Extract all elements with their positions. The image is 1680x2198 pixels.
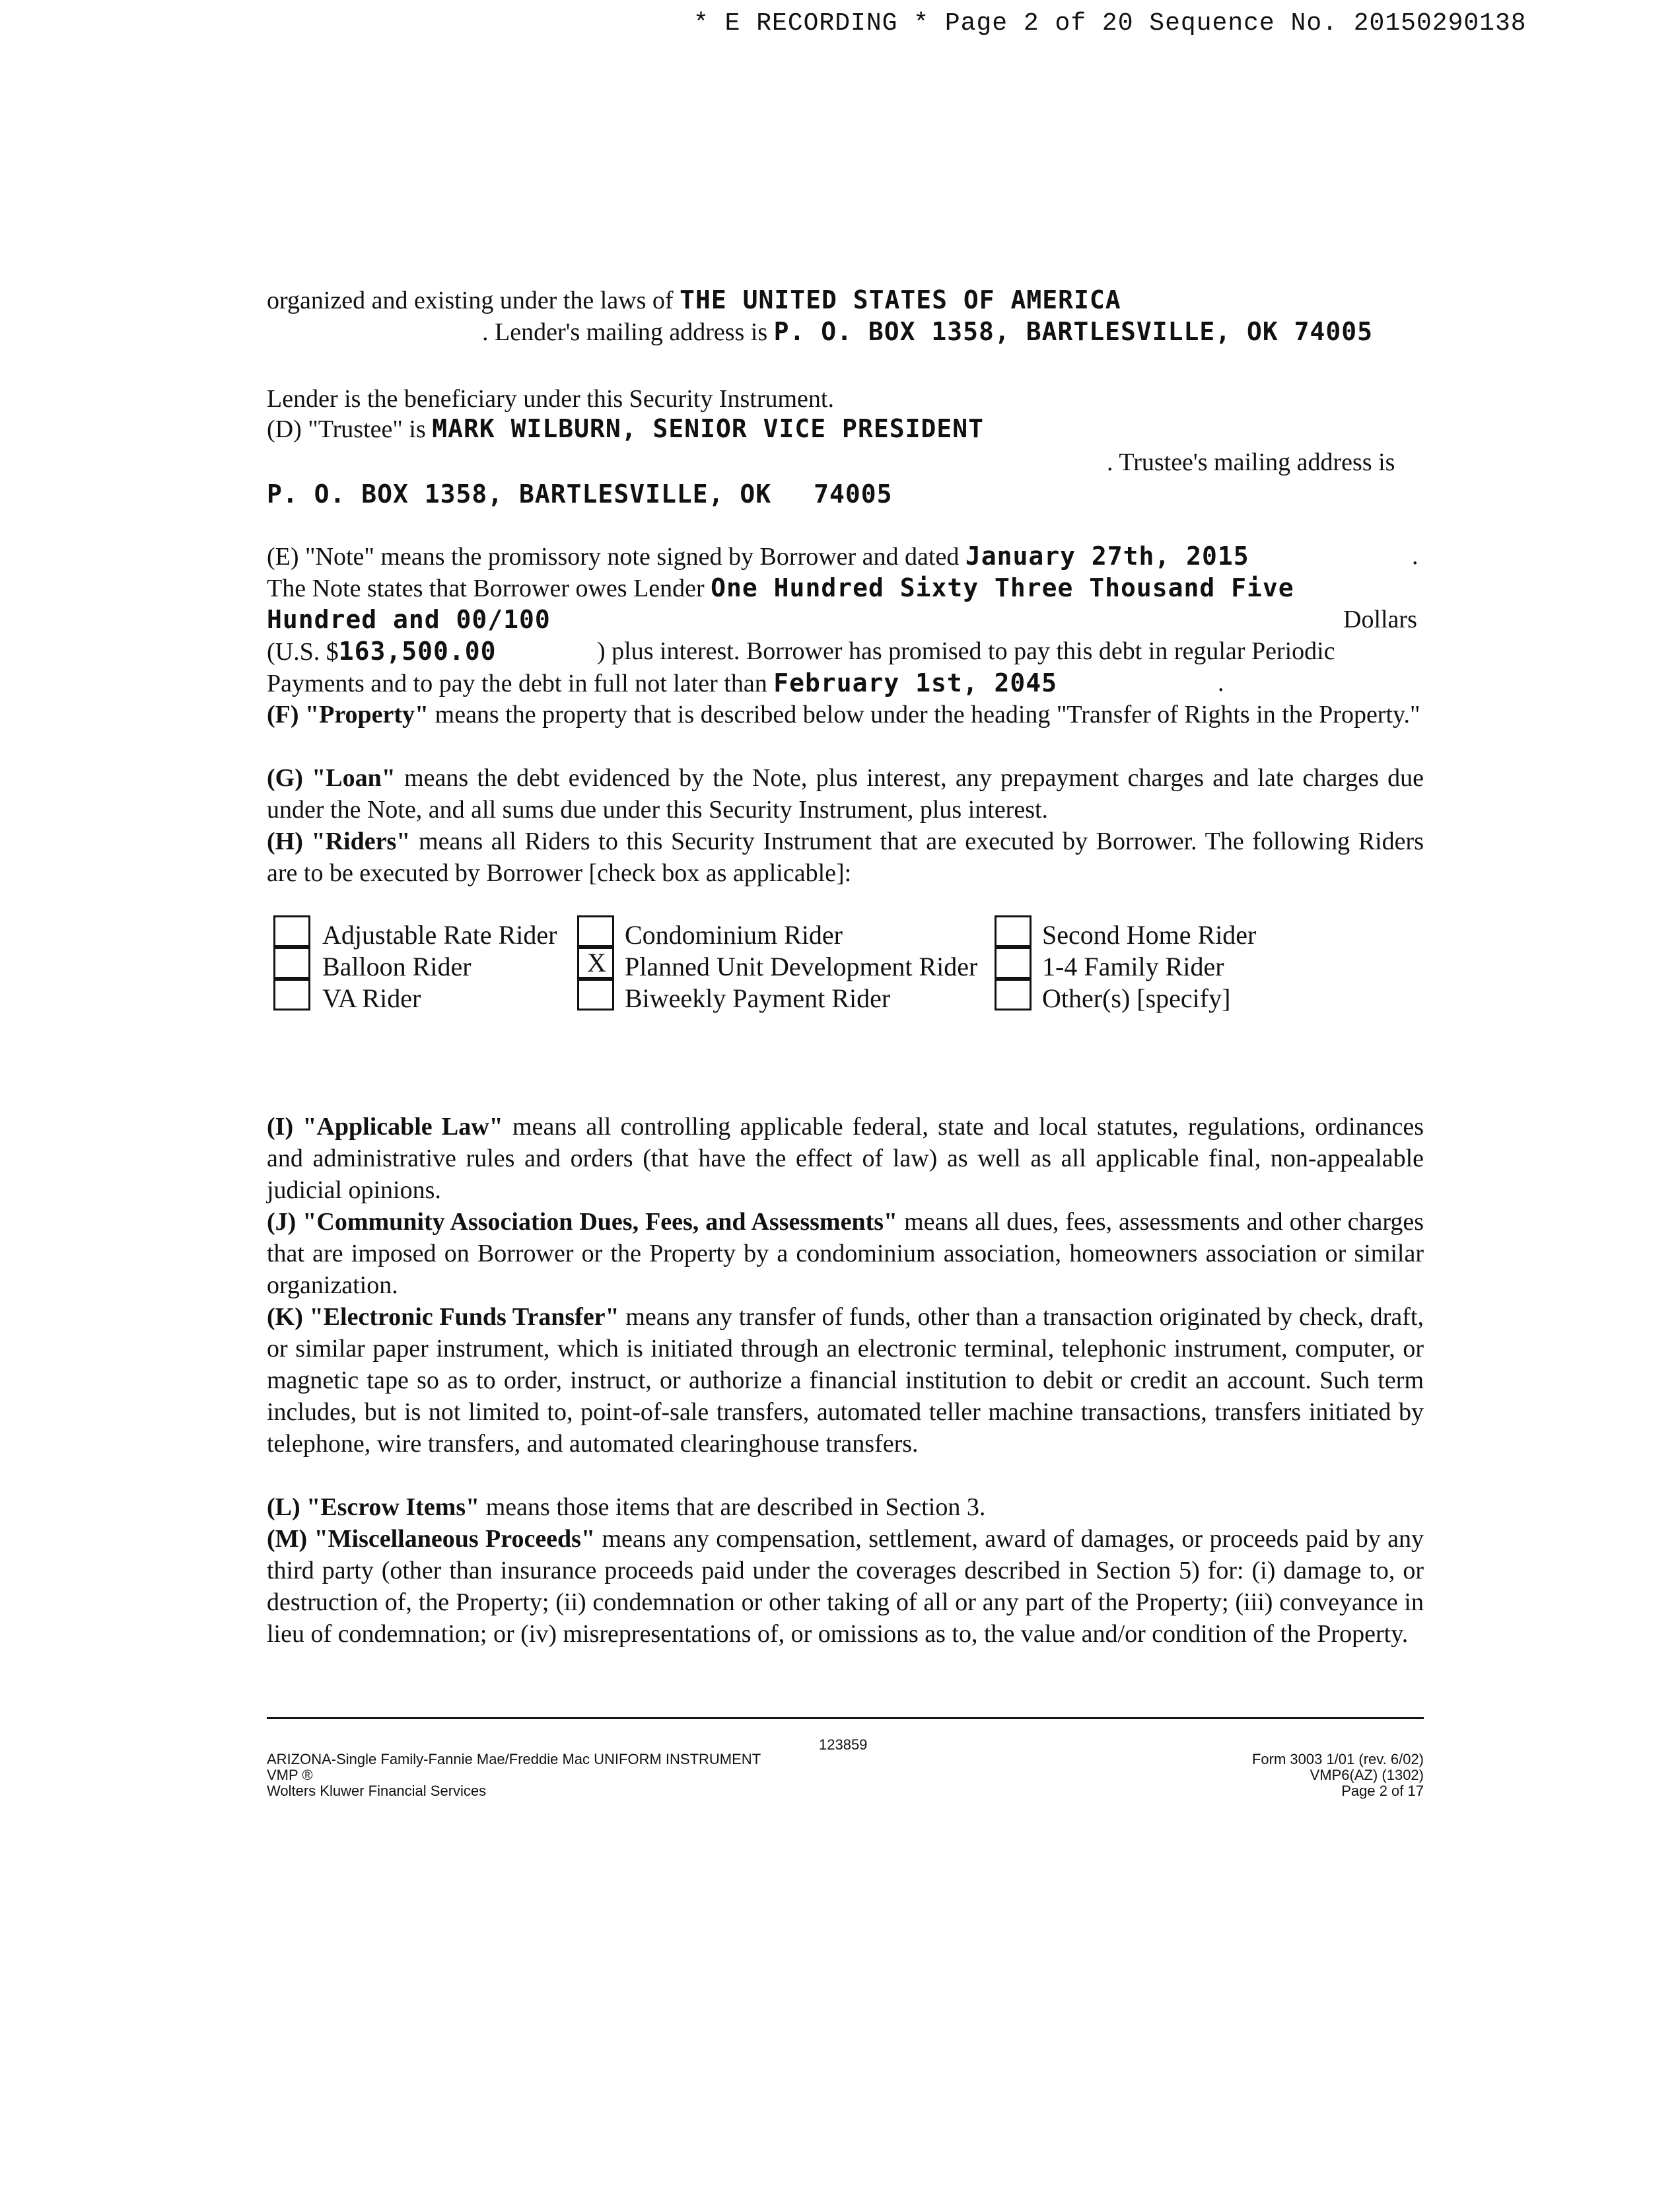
trustee-address-line [267,478,892,516]
rider-checkbox-adjustable-rate[interactable] [273,915,310,947]
note-payments-prefix: Payments and to pay the debt in full not later than [267,670,767,697]
loan-label: (G) "Loan" [267,764,396,792]
note-maturity-date: February 1st, 2045 [773,668,1058,697]
trustee-name: MARK WILBURN, SENIOR VICE PRESIDENT [432,414,984,443]
escrow-items-text: means those items that are described in Section 3. [479,1493,986,1521]
footer-instrument-title: ARIZONA-Single Family-Fannie Mae/Freddie Mac UNIFORM INSTRUMENT [267,1751,761,1767]
miscellaneous-proceeds-text: means any compensation, settlement, award of damages, or proceeds paid by any third party (other than insurance proceeds paid under the coverages described in Section 5) for: (i) damage to, or destruction of, the Property; (ii) condemnation or other taking of all or any part of the Property; (iii) conveyance in lieu of condemnation; or (iv) misrepresentations of, or omissions as to, the value and/or condition of the Property. [267,1525,1424,1648]
lender-mailing-line [482,316,1373,348]
recording-header: * E RECORDING * Page 2 of 20 Sequence No. 20150290138 [693,9,1527,38]
loan-definition [267,762,1424,826]
applicable-law-text: means all controlling applicable federal, state and local statutes, regulations, ordinances and administrative rules and orders (that have the effect of law) as well as all applicable final, non-appealable judicial opinions. [267,1113,1424,1204]
eft-text: means any transfer of funds, other than a transaction originated by check, draft, or similar paper instrument, which is initiated through an electronic terminal, telephonic instrument, computer, or magnetic tape so as to order, instruct, or authorize a financial institution to debit or credit an account. Such term includes, but is not limited to, point-of-sale transfers, automated teller machine transactions, transfers initiated by telephone, wire transfers, and automated clearinghouse transfers. [267,1303,1424,1458]
footer-vmp-code: VMP6(AZ) (1302) [1310,1767,1424,1783]
rider-checkbox-balloon[interactable] [273,947,310,979]
note-us-line [267,635,497,668]
rider-label-planned-unit-development: Planned Unit Development Rider [625,952,978,981]
footer-divider [267,1717,1424,1719]
rider-checkbox-va[interactable] [273,979,310,1010]
note-amount-words-2: Hundred and 00/100 [267,605,551,634]
escrow-items-label: (L) "Escrow Items" [267,1493,480,1521]
applicable-law-definition [267,1111,1424,1206]
trustee-mailing-label: . Trustee's mailing address is [1107,448,1395,476]
note-us-suffix: ) plus interest. Borrower has promised to pay this debt in regular Periodic [597,637,1335,665]
rider-checkbox-second-home[interactable] [995,915,1032,947]
rider-checkmark-x: X [587,948,606,977]
rider-label-balloon: Balloon Rider [322,952,472,981]
footer-publisher: Wolters Kluwer Financial Services [267,1783,487,1799]
note-definition-line [267,540,1249,573]
note-amount-numeric: 163,500.00 [338,637,497,666]
lender-mailing-value: P. O. BOX 1358, BARTLESVILLE, OK 74005 [773,317,1374,346]
note-us-prefix: (U.S. $ [267,638,339,666]
lender-mailing-prefix: . Lender's mailing address is [482,318,768,346]
loan-text: means the debt evidenced by the Note, plus interest, any prepayment charges and late charges due under the Note, and all sums due under this Security Instrument, plus interest. [267,764,1424,824]
rider-label-va: VA Rider [322,983,421,1013]
miscellaneous-proceeds-label: (M) "Miscellaneous Proceeds" [267,1525,596,1553]
rider-checkbox-condominium[interactable] [577,915,614,947]
community-association-definition [267,1206,1424,1301]
community-association-label: (J) "Community Association Dues, Fees, and Assessments" [267,1208,898,1236]
lender-organized-prefix: organized and existing under the laws of [267,287,674,314]
trustee-line [267,413,984,445]
note-maturity-end: . [1218,669,1224,697]
lender-organized-value: THE UNITED STATES OF AMERICA [680,285,1121,314]
riders-text: means all Riders to this Security Instrument that are executed by Borrower. The following Riders are to be executed by Borrower [check box as applicable]: [267,828,1424,887]
note-amount-words-1: One Hundred Sixty Three Thousand Five [711,573,1294,602]
note-owes-prefix: The Note states that Borrower owes Lender [267,575,705,602]
note-owes-line [267,572,1294,604]
note-payments-line [267,667,1057,699]
trustee-zip: 74005 [814,479,893,509]
rider-label-condominium: Condominium Rider [625,920,843,950]
rider-label-second-home: Second Home Rider [1042,920,1257,950]
note-dollars-label: Dollars [1343,606,1417,633]
applicable-law-label: (I) "Applicable Law" [267,1113,503,1141]
note-prefix: (E) "Note" means the promissory note signed by Borrower and dated [267,543,960,571]
rider-label-biweekly-payment: Biweekly Payment Rider [625,983,891,1013]
rider-label-1-4-family: 1-4 Family Rider [1042,952,1224,981]
rider-checkbox-biweekly-payment[interactable] [577,979,614,1010]
note-date-end: . [1412,542,1418,570]
rider-checkbox-1-4-family[interactable] [995,947,1032,979]
rider-checkbox-other[interactable] [995,979,1032,1010]
eft-definition [267,1301,1424,1460]
trustee-prefix: (D) "Trustee" is [267,415,426,443]
footer-vmp: VMP ® [267,1767,313,1783]
trustee-address: P. O. BOX 1358, BARTLESVILLE, OK [267,479,772,509]
property-text: means the property that is described below under the heading "Transfer of Rights in the Property." [429,701,1420,728]
property-definition [267,699,1424,730]
note-date: January 27th, 2015 [965,542,1249,571]
property-label: (F) "Property" [267,701,429,728]
rider-label-other: Other(s) [specify] [1042,983,1231,1013]
footer-page-number: Page 2 of 17 [1341,1783,1424,1799]
lender-organized-line [267,284,1121,316]
community-association-text: means all dues, fees, assessments and other charges that are imposed on Borrower or the Property by a condominium association, homeowners association or similar organization. [267,1208,1424,1299]
rider-checkbox-planned-unit-development[interactable] [577,947,614,979]
footer-form-number: Form 3003 1/01 (rev. 6/02) [1251,1751,1424,1767]
rider-label-adjustable-rate: Adjustable Rate Rider [322,920,557,950]
riders-label: (H) "Riders" [267,828,411,855]
riders-definition [267,826,1424,889]
eft-label: (K) "Electronic Funds Transfer" [267,1303,619,1331]
miscellaneous-proceeds-definition [267,1523,1424,1650]
footer-loan-number: 123859 [819,1736,868,1753]
lender-beneficiary-text: Lender is the beneficiary under this Security Instrument. [267,385,834,413]
escrow-items-definition [267,1491,1424,1523]
